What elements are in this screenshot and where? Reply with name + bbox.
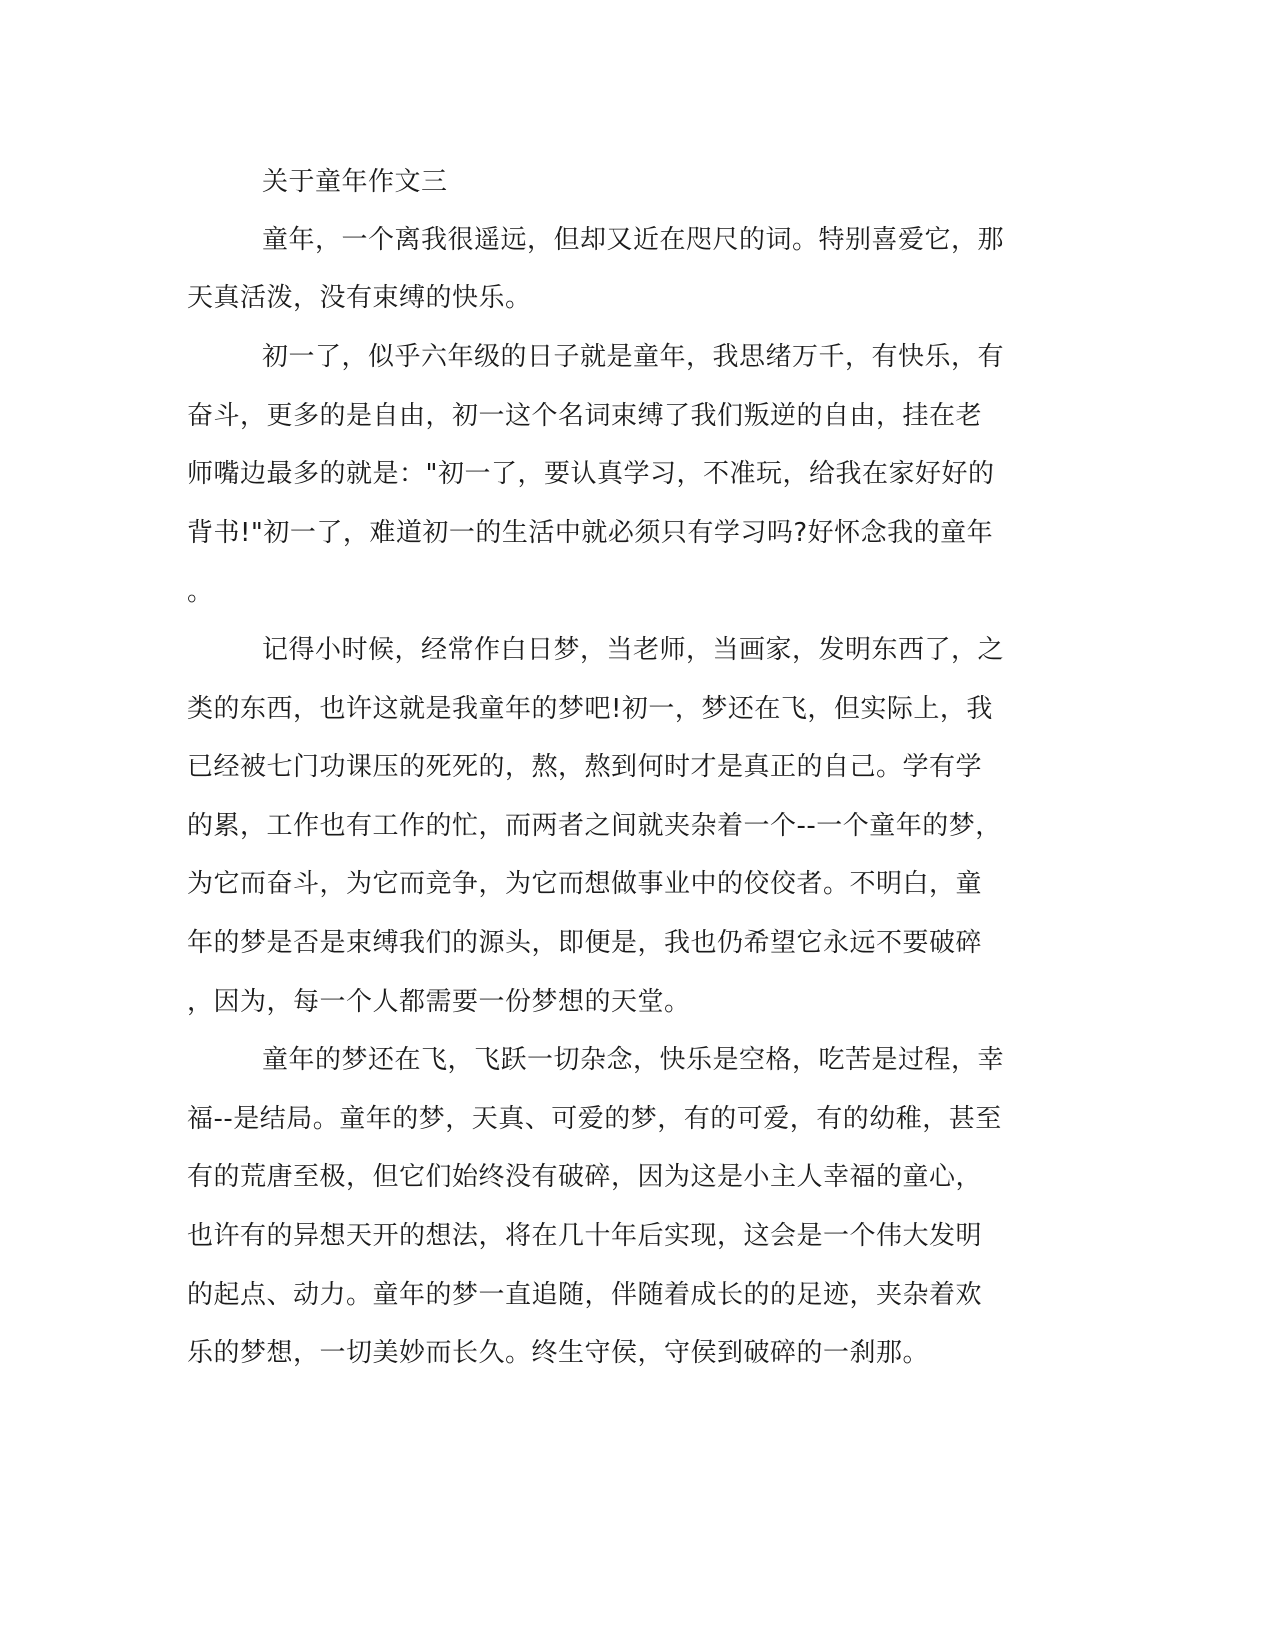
text-line: 天真活泼，没有束缚的快乐。 [187, 283, 532, 313]
text-line: 类的东西，也许这就是我童年的梦吧!初一，梦还在飞，但实际上，我 [187, 694, 993, 724]
text-line: 的起点、动力。童年的梦一直追随，伴随着成长的的足迹，夹杂着欢 [187, 1280, 983, 1310]
text-line: 已经被七门功课压的死死的，熬，熬到何时才是真正的自己。学有学 [187, 752, 983, 782]
text-line: 童年，一个离我很遥远，但却又近在咫尺的词。特别喜爱它，那 [262, 225, 1005, 255]
text-line: 为它而奋斗，为它而竞争，为它而想做事业中的佼佼者。不明白，童 [187, 869, 983, 899]
document-title: 关于童年作文三 [262, 167, 448, 197]
text-line: 记得小时候，经常作白日梦，当老师，当画家，发明东西了，之 [262, 635, 1005, 665]
text-line: 童年的梦还在飞，飞跃一切杂念，快乐是空格，吃苦是过程，幸 [262, 1045, 1005, 1075]
text-line: 师嘴边最多的就是："初一了，要认真学习，不准玩，给我在家好好的 [187, 459, 995, 489]
text-line: 。 [187, 577, 214, 607]
text-line: 奋斗，更多的是自由，初一这个名词束缚了我们叛逆的自由，挂在老 [187, 401, 983, 431]
text-line: 初一了，似乎六年级的日子就是童年，我思绪万千，有快乐，有 [262, 342, 1005, 372]
text-line: 的累，工作也有工作的忙，而两者之间就夹杂着一个--一个童年的梦， [187, 811, 1002, 841]
text-line: 乐的梦想，一切美妙而长久。终生守侯，守侯到破碎的一刹那。 [187, 1338, 930, 1368]
text-line: 年的梦是否是束缚我们的源头，即便是，我也仍希望它永远不要破碎 [187, 928, 983, 958]
text-line: ，因为，每一个人都需要一份梦想的天堂。 [187, 987, 691, 1017]
text-line: 福--是结局。童年的梦，天真、可爱的梦，有的可爱，有的幼稚，甚至 [187, 1104, 1002, 1134]
text-line: 也许有的异想天开的想法，将在几十年后实现，这会是一个伟大发明 [187, 1221, 983, 1251]
text-line: 背书!"初一了，难道初一的生活中就必须只有学习吗?好怀念我的童年 [187, 518, 994, 548]
text-line: 有的荒唐至极，但它们始终没有破碎，因为这是小主人幸福的童心， [187, 1162, 983, 1192]
